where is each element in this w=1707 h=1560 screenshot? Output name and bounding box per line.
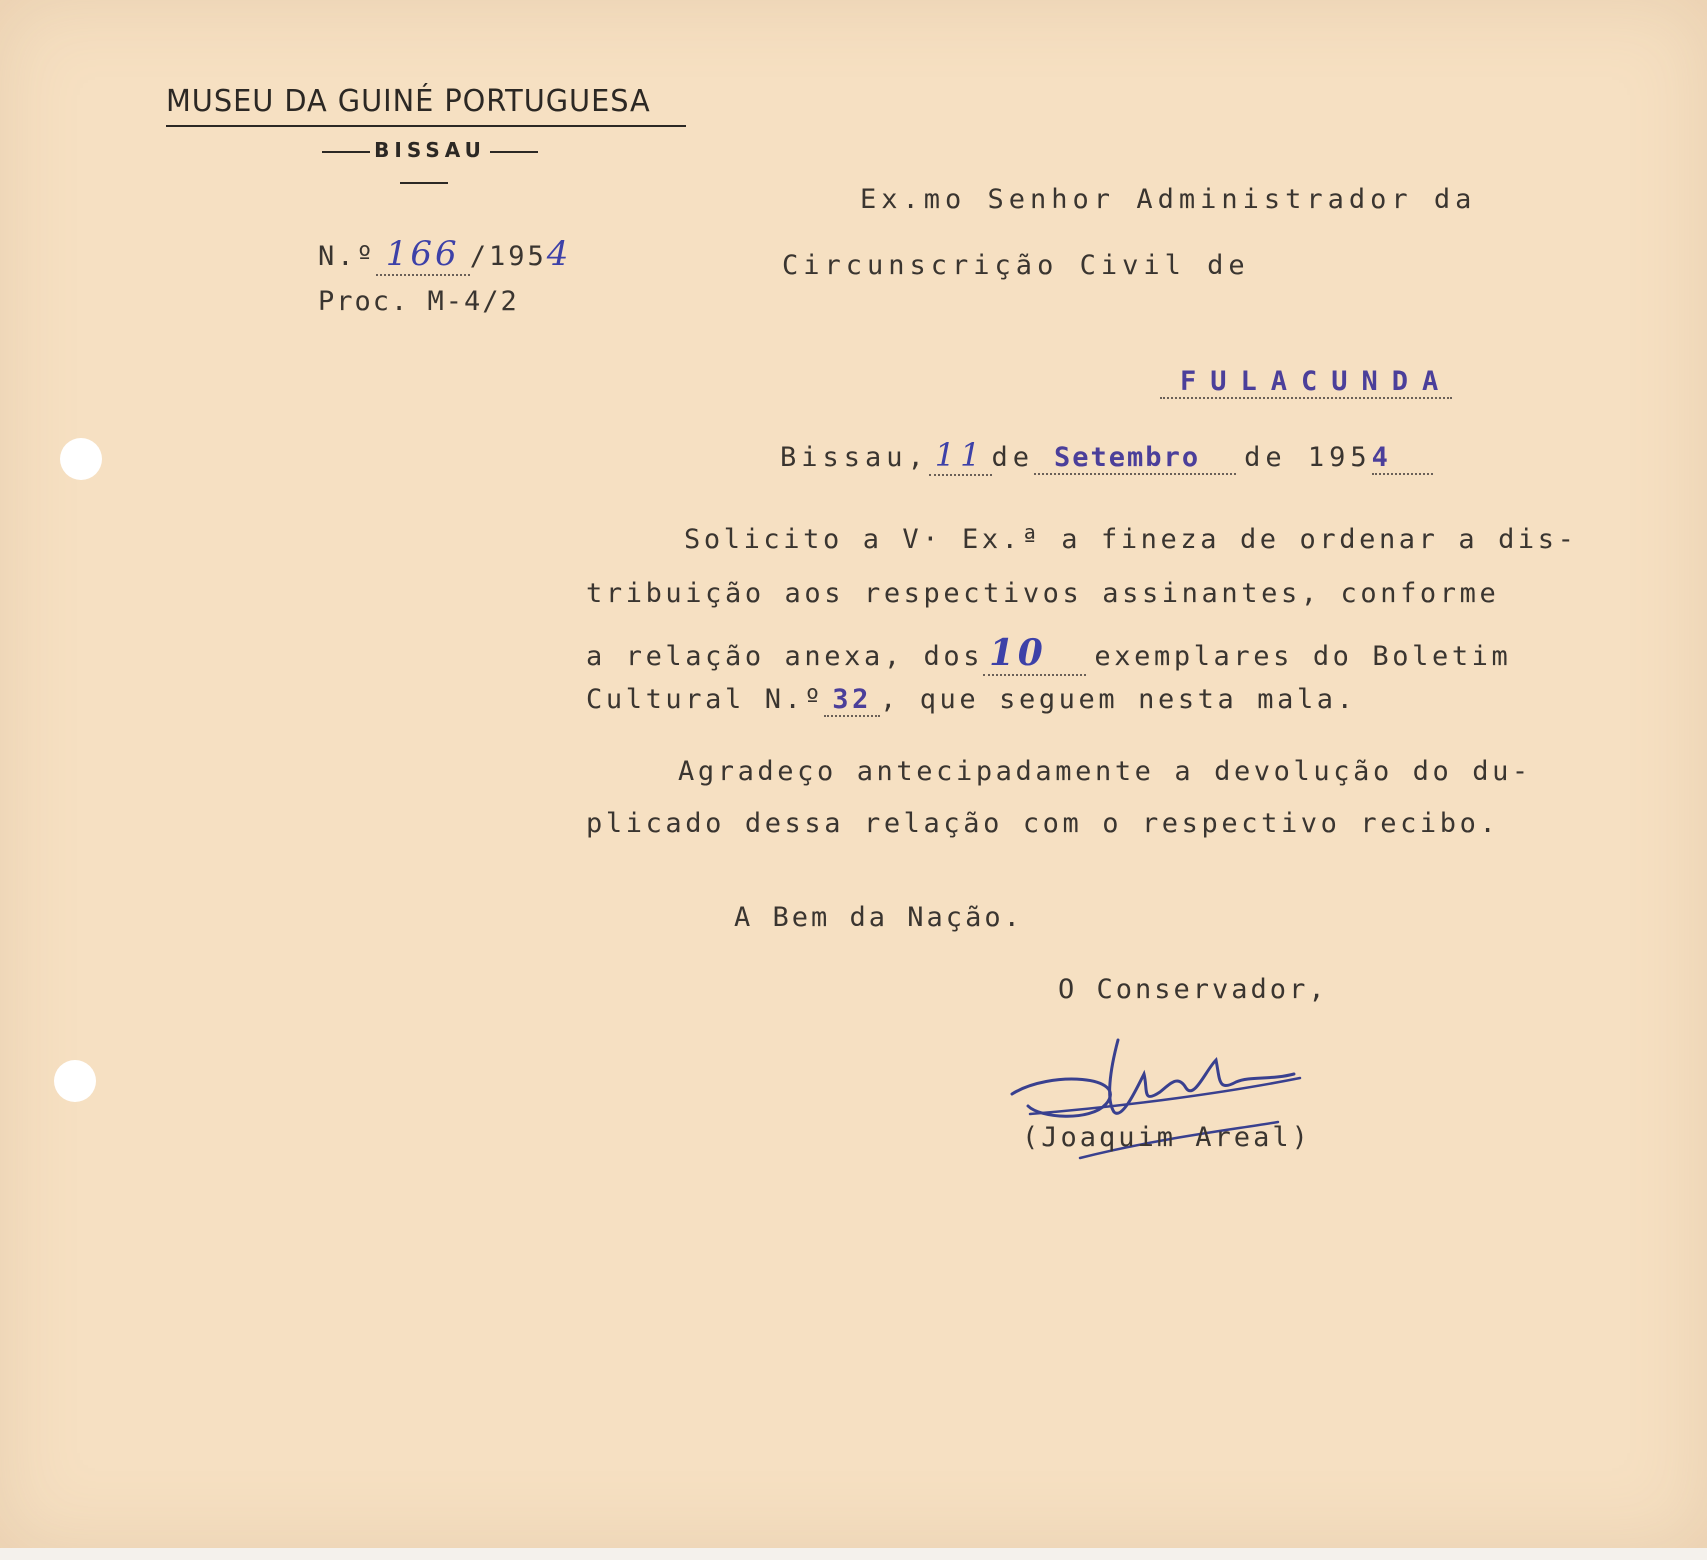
institution-name: MUSEU DA GUINÉ PORTUGUESA xyxy=(166,84,651,119)
bulletin-number: 32 xyxy=(824,684,880,717)
body-line-2: tribuição aos respectivos assinantes, conforme xyxy=(586,578,1500,609)
body-line-3-end: exemplares do Boletim xyxy=(1094,641,1512,672)
body-line-4-start: Cultural N.º xyxy=(586,684,825,715)
date-city: Bissau, xyxy=(780,442,929,473)
number-year-digit: 4 xyxy=(546,234,572,274)
signatory-name: (Joaquim Areal) xyxy=(1022,1122,1311,1153)
salutation: A Bem da Nação. xyxy=(734,902,1023,933)
body-line-1: Solicito a V· Ex.ª a fineza de ordenar a dis- xyxy=(684,524,1578,555)
punch-hole-bottom xyxy=(54,1060,96,1102)
body-line-4 xyxy=(586,684,1536,717)
body-line-3 xyxy=(586,632,1536,676)
letterhead-rule xyxy=(166,125,686,127)
number-year: /195 xyxy=(469,241,547,272)
letter-number: 166 xyxy=(376,234,470,276)
date-line xyxy=(780,436,1433,476)
city-dash-right xyxy=(490,151,538,153)
reference-number xyxy=(318,234,571,276)
signatory-title: O Conservador, xyxy=(1058,974,1328,1005)
date-year-digit: 4 xyxy=(1372,442,1433,475)
copies-count: 10 xyxy=(983,632,1086,676)
addressee-place xyxy=(1160,366,1452,399)
addressee-line-2: Circunscrição Civil de xyxy=(782,250,1250,281)
date-year: de 195 xyxy=(1244,442,1372,473)
city-dash-left xyxy=(322,151,370,153)
body-line-5: Agradeço antecipadamente a devolução do du- xyxy=(678,756,1532,787)
date-de: de xyxy=(991,442,1035,473)
body-line-4-end: , que seguem nesta mala. xyxy=(879,684,1357,715)
city-name: BISSAU xyxy=(374,138,486,162)
body-line-3-start: a relação anexa, dos xyxy=(586,641,984,672)
body-line-6: plicado dessa relação com o respectivo recibo. xyxy=(586,808,1500,839)
letterhead-city xyxy=(290,138,570,162)
punch-hole-top xyxy=(60,438,102,480)
date-month: Setembro xyxy=(1034,442,1236,475)
date-day: 11 xyxy=(929,436,992,476)
letterhead-short-rule xyxy=(400,182,448,184)
place-stamp: FULACUNDA xyxy=(1160,366,1452,399)
addressee-line-1: Ex.mo Senhor Administrador da xyxy=(860,184,1477,215)
process-reference: Proc. M-4/2 xyxy=(318,286,519,317)
number-prefix: N.º xyxy=(318,241,376,272)
scan-border xyxy=(0,1548,1707,1560)
